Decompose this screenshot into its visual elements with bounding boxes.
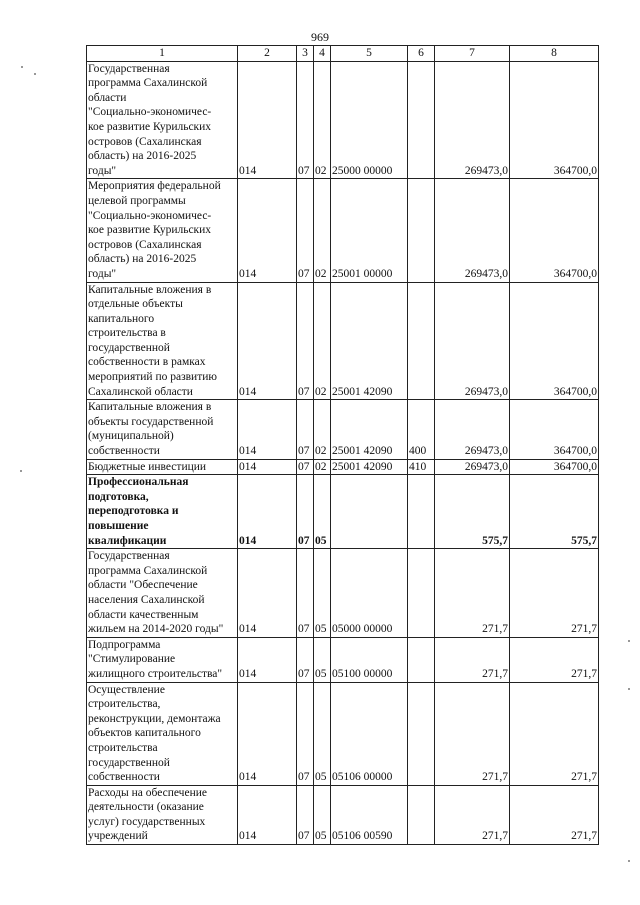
cell-podrazdel: 05	[314, 785, 331, 844]
cell-sum-2: 364700,0	[510, 282, 599, 400]
cell-name-line: области качественным	[88, 608, 199, 621]
cell-ved: 014	[238, 282, 297, 400]
cell-name-line: строительства	[88, 741, 158, 754]
cell-name-line: учреждений	[88, 830, 148, 843]
cell-podrazdel: 02	[314, 282, 331, 400]
cell-name-line: кое развитие Курильских	[88, 224, 212, 237]
cell-sum-1: 269473,0	[435, 179, 510, 282]
cell-name-line: Профессиональная	[88, 476, 189, 489]
cell-podrazdel: 02	[314, 61, 331, 179]
cell-ved: 014	[238, 682, 297, 785]
cell-ved: 014	[238, 459, 297, 475]
cell-vr: 410	[408, 459, 435, 475]
cell-sum-1: 271,7	[435, 682, 510, 785]
cell-vr	[408, 637, 435, 682]
cell-name-line: Сахалинской области	[88, 385, 193, 398]
cell-razdel: 07	[297, 179, 314, 282]
cell-name-line: годы"	[88, 267, 117, 280]
cell-name-line: "Социально-экономичес-	[88, 106, 212, 119]
cell-name	[87, 179, 238, 282]
cell-name-line: собственности	[88, 771, 160, 784]
cell-sum-2: 271,7	[510, 549, 599, 638]
header-cell-razdel: 3	[297, 46, 314, 62]
cell-sum-2: 575,7	[510, 475, 599, 549]
cell-name-line: жильем на 2014-2020 годы"	[88, 623, 224, 636]
cell-name-line: строительства,	[88, 698, 161, 711]
cell-sum-2: 271,7	[510, 682, 599, 785]
cell-name-line: Подпрограмма	[88, 638, 161, 651]
cell-name-line: годы"	[88, 164, 117, 177]
cell-name-line: Капитальные вложения в	[88, 283, 212, 296]
cell-csr: 25001 00000	[331, 179, 408, 282]
cell-name-line: Государственная	[88, 62, 170, 75]
cell-sum-1: 269473,0	[435, 400, 510, 459]
cell-podrazdel: 02	[314, 179, 331, 282]
cell-name-line: области "Обеспечение	[88, 579, 198, 592]
cell-name-line: повышение	[88, 520, 149, 532]
cell-vr	[408, 785, 435, 844]
cell-csr: 05100 00000	[331, 637, 408, 682]
cell-sum-1: 269473,0	[435, 459, 510, 475]
cell-name-line: Капитальные вложения в	[88, 401, 212, 414]
cell-vr	[408, 682, 435, 785]
cell-sum-1: 271,7	[435, 549, 510, 638]
scan-speck	[628, 640, 630, 642]
scan-speck	[628, 688, 630, 690]
cell-name-line: кое развитие Курильских	[88, 120, 212, 133]
cell-csr: 05000 00000	[331, 549, 408, 638]
cell-name-line: услуг) государственных	[88, 815, 206, 828]
table-row	[87, 400, 599, 459]
cell-podrazdel: 05	[314, 637, 331, 682]
cell-csr: 25001 42090	[331, 459, 408, 475]
cell-name-line: островов (Сахалинская	[88, 238, 202, 251]
cell-razdel: 07	[297, 785, 314, 844]
scan-speck	[34, 73, 36, 75]
cell-name	[87, 475, 238, 549]
cell-razdel: 07	[297, 475, 314, 549]
table-row	[87, 179, 599, 282]
cell-name-line: квалификации	[88, 534, 167, 547]
cell-podrazdel: 05	[314, 549, 331, 638]
cell-sum-2: 364700,0	[510, 459, 599, 475]
cell-sum-1: 269473,0	[435, 61, 510, 179]
cell-name-line: объектов капитального	[88, 727, 201, 740]
cell-name-line: программа Сахалинской	[88, 564, 208, 577]
cell-name-line: капитального	[88, 312, 155, 325]
table-row	[87, 475, 599, 549]
cell-name-line: государственной	[88, 341, 170, 354]
cell-podrazdel: 05	[314, 475, 331, 549]
cell-sum-2: 364700,0	[510, 400, 599, 459]
header-cell-podrazdel: 4	[314, 46, 331, 62]
cell-razdel: 07	[297, 682, 314, 785]
cell-name-line: область) на 2016-2025	[88, 253, 197, 266]
cell-sum-1: 271,7	[435, 785, 510, 844]
page-number: 969	[311, 30, 329, 44]
cell-name-line: Государственная	[88, 550, 170, 563]
cell-name	[87, 785, 238, 844]
cell-csr: 25000 00000	[331, 61, 408, 179]
table-body	[87, 46, 599, 845]
cell-name-line: (муниципальной)	[88, 430, 174, 443]
cell-csr	[331, 475, 408, 549]
header-cell-csr: 5	[331, 46, 408, 62]
budget-table	[86, 45, 599, 845]
cell-sum-1: 269473,0	[435, 282, 510, 400]
scan-speck	[21, 66, 23, 68]
cell-name	[87, 400, 238, 459]
cell-vr	[408, 282, 435, 400]
cell-name-line: Бюджетные инвестиции	[88, 460, 207, 473]
cell-podrazdel: 05	[314, 682, 331, 785]
cell-vr	[408, 549, 435, 638]
cell-name-line: реконструкции, демонтажа	[88, 712, 221, 725]
cell-sum-2: 364700,0	[510, 179, 599, 282]
cell-name-line: деятельности (оказание	[88, 801, 204, 814]
cell-ved: 014	[238, 179, 297, 282]
cell-razdel: 07	[297, 459, 314, 475]
cell-name-line: собственности в рамках	[88, 356, 206, 369]
scan-speck	[20, 470, 22, 472]
cell-ved: 014	[238, 400, 297, 459]
header-cell-vr: 6	[408, 46, 435, 62]
cell-name-line: Осуществление	[88, 683, 165, 696]
cell-name	[87, 549, 238, 638]
cell-name-line: мероприятий по развитию	[88, 371, 217, 384]
cell-vr	[408, 475, 435, 549]
cell-name-line: объекты государственной	[88, 415, 214, 428]
cell-name-line: островов (Сахалинская	[88, 135, 202, 148]
cell-name-line: программа Сахалинской	[88, 77, 208, 90]
cell-ved: 014	[238, 475, 297, 549]
cell-razdel: 07	[297, 282, 314, 400]
table-row	[87, 459, 599, 475]
cell-vr	[408, 61, 435, 179]
table-row	[87, 682, 599, 785]
cell-name	[87, 682, 238, 785]
cell-name-line: целевой программы	[88, 194, 186, 207]
cell-ved: 014	[238, 785, 297, 844]
cell-razdel: 07	[297, 61, 314, 179]
cell-sum-1: 575,7	[435, 475, 510, 549]
cell-vr: 400	[408, 400, 435, 459]
table-row	[87, 637, 599, 682]
cell-name	[87, 637, 238, 682]
cell-name-line: Расходы на обеспечение	[88, 786, 207, 799]
cell-name-line: Мероприятия федеральной	[88, 180, 221, 193]
cell-name-line: "Социально-экономичес-	[88, 209, 212, 222]
cell-name-line: переподготовка и	[88, 505, 179, 518]
cell-podrazdel: 02	[314, 459, 331, 475]
cell-ved: 014	[238, 549, 297, 638]
cell-razdel: 07	[297, 549, 314, 638]
table-row	[87, 282, 599, 400]
cell-csr: 05106 00590	[331, 785, 408, 844]
cell-razdel: 07	[297, 637, 314, 682]
cell-name-line: жилищного строительства"	[88, 667, 223, 680]
cell-csr: 05106 00000	[331, 682, 408, 785]
header-cell-sum-1: 7	[435, 46, 510, 62]
cell-name-line: подготовка,	[88, 490, 149, 503]
table-row	[87, 61, 599, 179]
cell-sum-1: 271,7	[435, 637, 510, 682]
scan-speck	[628, 860, 630, 862]
header-cell-sum-2: 8	[510, 46, 599, 62]
cell-name-line: области	[88, 91, 127, 104]
cell-name-line: собственности	[88, 445, 160, 458]
cell-name-line: область) на 2016-2025	[88, 150, 197, 163]
cell-ved: 014	[238, 637, 297, 682]
cell-sum-2: 271,7	[510, 785, 599, 844]
header-cell-ved: 2	[238, 46, 297, 62]
cell-name	[87, 282, 238, 400]
cell-name-line: государственной	[88, 756, 170, 769]
cell-name-line: "Стимулирование	[88, 653, 176, 666]
cell-ved: 014	[238, 61, 297, 179]
cell-name-line: населения Сахалинской	[88, 593, 205, 606]
header-cell-name: 1	[87, 46, 238, 62]
cell-name-line: отдельные объекты	[88, 298, 183, 311]
cell-name	[87, 459, 238, 475]
table-row	[87, 549, 599, 638]
cell-csr: 25001 42090	[331, 282, 408, 400]
cell-sum-2: 364700,0	[510, 61, 599, 179]
cell-csr: 25001 42090	[331, 400, 408, 459]
cell-razdel: 07	[297, 400, 314, 459]
cell-name	[87, 61, 238, 179]
cell-sum-2: 271,7	[510, 637, 599, 682]
cell-podrazdel: 02	[314, 400, 331, 459]
header-row	[87, 46, 599, 62]
cell-vr	[408, 179, 435, 282]
cell-name-line: строительства в	[88, 327, 166, 340]
table-row	[87, 785, 599, 844]
